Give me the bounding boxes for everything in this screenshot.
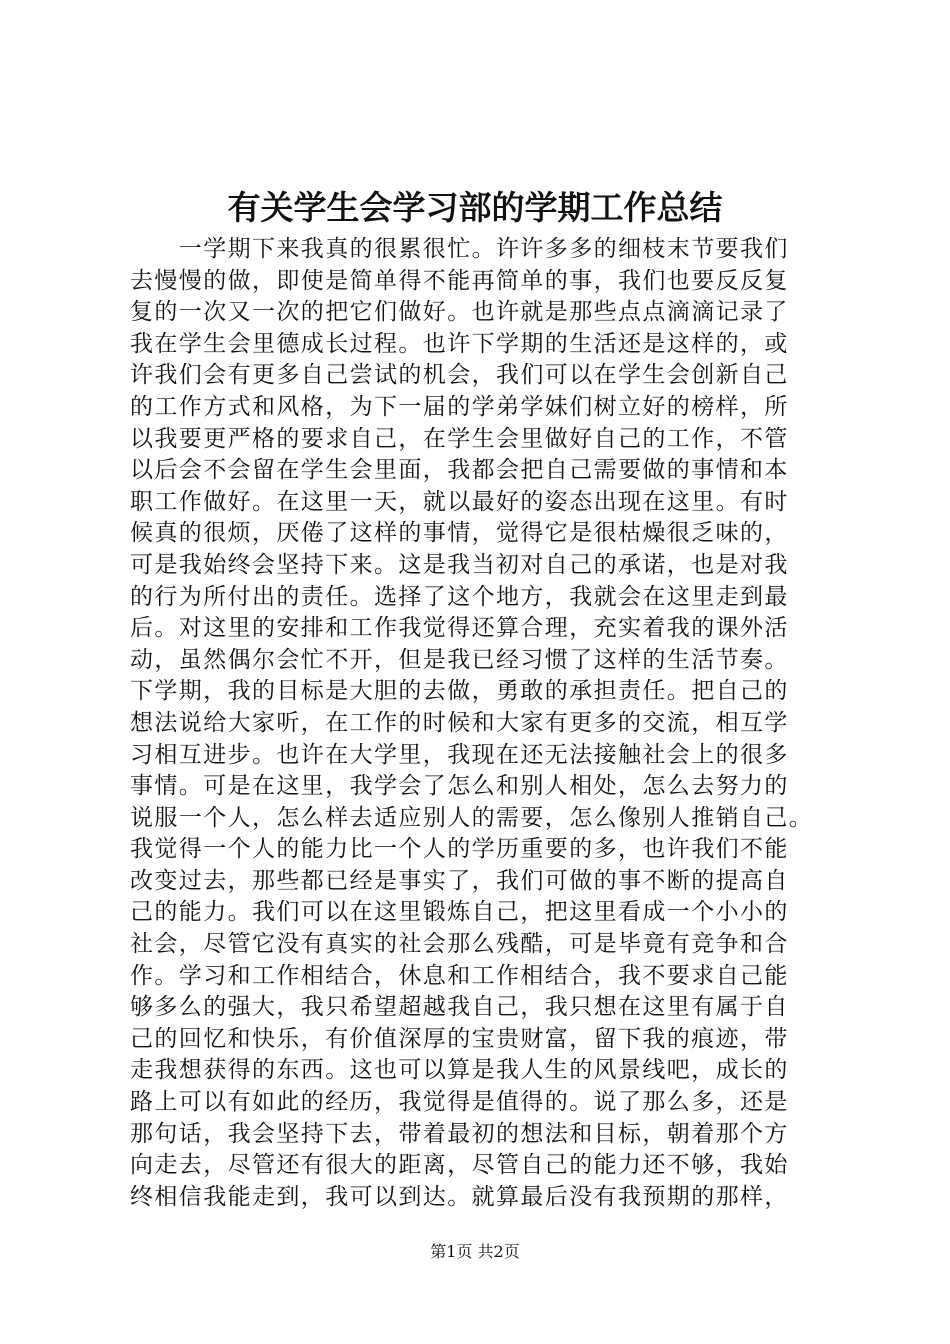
body-line: 我在学生会里德成长过程。也许下学期的生活还是这样的，或 bbox=[130, 330, 789, 357]
body-line: 一学期下来我真的很累很忙。许许多多的细枝末节要我们 bbox=[130, 236, 789, 262]
body-line: 动，虽然偶尔会忙不开，但是我已经习惯了这样的生活节奏。 bbox=[130, 646, 789, 673]
document-body bbox=[130, 234, 830, 1213]
body-line: 去慢慢的做，即使是简单得不能再简单的事，我们也要反反复 bbox=[130, 267, 789, 294]
body-line: 下学期，我的目标是大胆的去做，勇敢的承担责任。把自己的 bbox=[130, 678, 789, 705]
body-line: 社会，尽管它没有真实的社会那么残酷，可是毕竟有竞争和合 bbox=[130, 931, 789, 958]
body-line: 向走去，尽管还有很大的距离，尽管自己的能力还不够，我始 bbox=[130, 1152, 789, 1179]
body-line: 以我要更严格的要求自己，在学生会里做好自己的工作，不管 bbox=[130, 425, 789, 452]
body-line: 的工作方式和风格，为下一届的学弟学妹们树立好的榜样，所 bbox=[130, 393, 789, 420]
body-line: 那句话，我会坚持下去，带着最初的想法和目标，朝着那个方 bbox=[130, 1120, 789, 1147]
body-line: 的行为所付出的责任。选择了这个地方，我就会在这里走到最 bbox=[130, 583, 789, 610]
body-line: 改变过去，那些都已经是事实了，我们可做的事不断的提高自 bbox=[130, 867, 789, 894]
body-line: 可是我始终会坚持下来。这是我当初对自己的承诺，也是对我 bbox=[130, 551, 789, 578]
body-line: 习相互进步。也许在大学里，我现在还无法接触社会上的很多 bbox=[130, 741, 789, 768]
body-line: 复的一次又一次的把它们做好。也许就是那些点点滴滴记录了 bbox=[130, 299, 789, 326]
body-line: 终相信我能走到，我可以到达。就算最后没有我预期的那样， bbox=[130, 1183, 789, 1210]
body-line: 己的回忆和快乐，有价值深厚的宝贵财富，留下我的痕迹，带 bbox=[130, 1025, 789, 1052]
body-line: 候真的很烦，厌倦了这样的事情，觉得它是很枯燥很乏味的， bbox=[130, 520, 789, 547]
body-line: 事情。可是在这里，我学会了怎么和别人相处，怎么去努力的 bbox=[130, 773, 789, 800]
body-line: 我觉得一个人的能力比一个人的学历重要的多，也许我们不能 bbox=[130, 836, 789, 863]
page-footer: 第1页 共2页 bbox=[430, 1242, 520, 1261]
body-line: 己的能力。我们可以在这里锻炼自己，把这里看成一个小小的 bbox=[130, 899, 789, 926]
body-line: 想法说给大家听，在工作的时候和大家有更多的交流，相互学 bbox=[130, 709, 789, 736]
body-line: 说服一个人，怎么样去适应别人的需要，怎么像别人推销自己。 bbox=[130, 804, 814, 831]
body-line: 许我们会有更多自己尝试的机会，我们可以在学生会创新自己 bbox=[130, 362, 789, 389]
body-line: 后。对这里的安排和工作我觉得还算合理，充实着我的课外活 bbox=[130, 615, 789, 642]
body-line: 作。学习和工作相结合，休息和工作相结合，我不要求自己能 bbox=[130, 962, 789, 989]
body-line: 以后会不会留在学生会里面，我都会把自己需要做的事情和本 bbox=[130, 457, 789, 484]
body-line: 够多么的强大，我只希望超越我自己，我只想在这里有属于自 bbox=[130, 994, 789, 1021]
body-line: 走我想获得的东西。这也可以算是我人生的风景线吧，成长的 bbox=[130, 1057, 789, 1084]
document-title: 有关学生会学习部的学期工作总结 bbox=[227, 188, 723, 227]
body-line: 路上可以有如此的经历，我觉得是值得的。说了那么多，还是 bbox=[130, 1089, 789, 1116]
body-line: 职工作做好。在这里一天，就以最好的姿态出现在这里。有时 bbox=[130, 488, 789, 515]
